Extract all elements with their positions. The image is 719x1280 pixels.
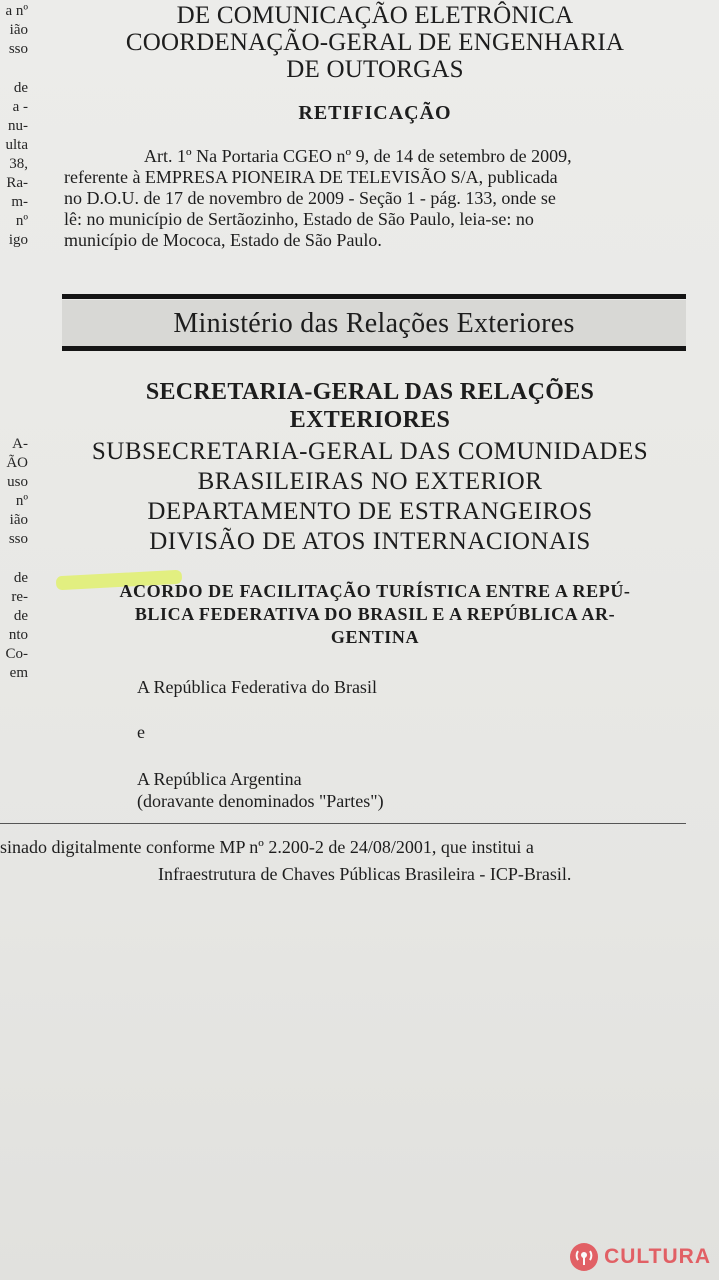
- fragment-line: igo: [8, 232, 28, 248]
- retificacao-body: [64, 146, 686, 251]
- fragment-line: ulta: [5, 137, 28, 153]
- header-line: DE OUTORGAS: [286, 56, 464, 83]
- fragment-line: sso: [8, 41, 28, 57]
- fragment-line: de: [13, 80, 28, 96]
- subsecretaria-block: [70, 437, 670, 557]
- subsecretaria-line: BRASILEIRAS NO EXTERIOR: [197, 468, 543, 495]
- acordo-title-line: ACORDO DE FACILITAÇÃO TURÍSTICA ENTRE A REPÚ-: [119, 581, 631, 601]
- body-line: lê: no município de Sertãozinho, Estado de São Paulo, leia-se: no: [64, 209, 534, 229]
- body-line: no D.O.U. de 17 de novembro de 2009 - Seção 1 - pág. 133, onde se: [64, 188, 556, 208]
- fragment-line: a -: [12, 99, 28, 115]
- body-line: referente à EMPRESA PIONEIRA DE TELEVISÃO S/A, publicada: [64, 167, 558, 187]
- left-column-fragments-bottom: [0, 435, 28, 683]
- footer-separator: [0, 823, 686, 824]
- header-line: COORDENAÇÃO-GERAL DE ENGENHARIA: [125, 29, 625, 56]
- cultura-watermark: [569, 1242, 711, 1272]
- body-line: Art. 1º Na Portaria CGEO nº 9, de 14 de setembro de 2009,: [144, 146, 572, 166]
- fragment-line: em: [9, 665, 28, 681]
- retificacao-title: RETIFICAÇÃO: [298, 102, 452, 124]
- fragment-line: nº: [15, 213, 28, 229]
- fragment-line: nu-: [8, 118, 28, 134]
- fragment-line: 38,: [9, 156, 28, 172]
- party-conjunction: e: [137, 722, 145, 742]
- header-line: DE COMUNICAÇÃO ELETRÔNICA: [176, 2, 574, 29]
- fragment-line: ião: [9, 22, 28, 38]
- parties-denomination: (doravante denominados "Partes"): [137, 791, 384, 811]
- fragment-line: A-: [12, 436, 28, 452]
- party-2: A República Argentina: [137, 769, 302, 789]
- secretaria-heading: [70, 378, 670, 434]
- fragment-line: de: [13, 570, 28, 586]
- acordo-title: [64, 580, 686, 649]
- watermark-text: CULTURA: [604, 1245, 711, 1268]
- fragment-line: ÃO: [6, 455, 28, 471]
- fragment-line: nº: [15, 493, 28, 509]
- fragment-line: Ra-: [6, 175, 28, 191]
- department-header: [90, 2, 660, 83]
- ministry-top-rule: [62, 294, 686, 299]
- subsecretaria-line: DIVISÃO DE ATOS INTERNACIONAIS: [149, 528, 591, 555]
- fragment-line: a nº: [5, 3, 28, 19]
- fragment-line: [0, 59, 28, 79]
- acordo-title-line: BLICA FEDERATIVA DO BRASIL E A REPÚBLICA AR-: [134, 604, 616, 624]
- signature-line: sinado digitalmente conforme MP nº 2.200-2 de 24/08/2001, que institui a: [0, 837, 534, 857]
- signature-line: Infraestrutura de Chaves Públicas Brasileira - ICP-Brasil.: [158, 864, 572, 884]
- left-column-fragments-top: [0, 2, 28, 250]
- fragment-line: uso: [7, 474, 28, 490]
- ministry-band: [62, 300, 686, 346]
- digital-signature-note: [0, 834, 686, 888]
- fragment-line: nto: [8, 627, 28, 643]
- ministry-title: Ministério das Relações Exteriores: [173, 308, 575, 339]
- subsecretaria-line: DEPARTAMENTO DE ESTRANGEIROS: [147, 498, 593, 525]
- body-line: município de Mococa, Estado de São Paulo.: [64, 230, 382, 250]
- fragment-line: m-: [11, 194, 28, 210]
- fragment-line: Co-: [5, 646, 28, 662]
- fragment-line: re-: [11, 589, 28, 605]
- subsecretaria-line: SUBSECRETARIA-GERAL DAS COMUNIDADES: [91, 438, 649, 465]
- fragment-line: de: [13, 608, 28, 624]
- party-1: A República Federativa do Brasil: [137, 677, 377, 697]
- cultura-logo-icon: [569, 1242, 599, 1272]
- secretaria-line: SECRETARIA-GERAL DAS RELAÇÕES: [145, 379, 595, 405]
- secretaria-line: EXTERIORES: [289, 407, 451, 433]
- fragment-line: sso: [8, 531, 28, 547]
- ministry-bottom-rule: [62, 346, 686, 351]
- acordo-title-line: GENTINA: [330, 627, 420, 647]
- fragment-line: [0, 549, 28, 569]
- fragment-line: ião: [9, 512, 28, 528]
